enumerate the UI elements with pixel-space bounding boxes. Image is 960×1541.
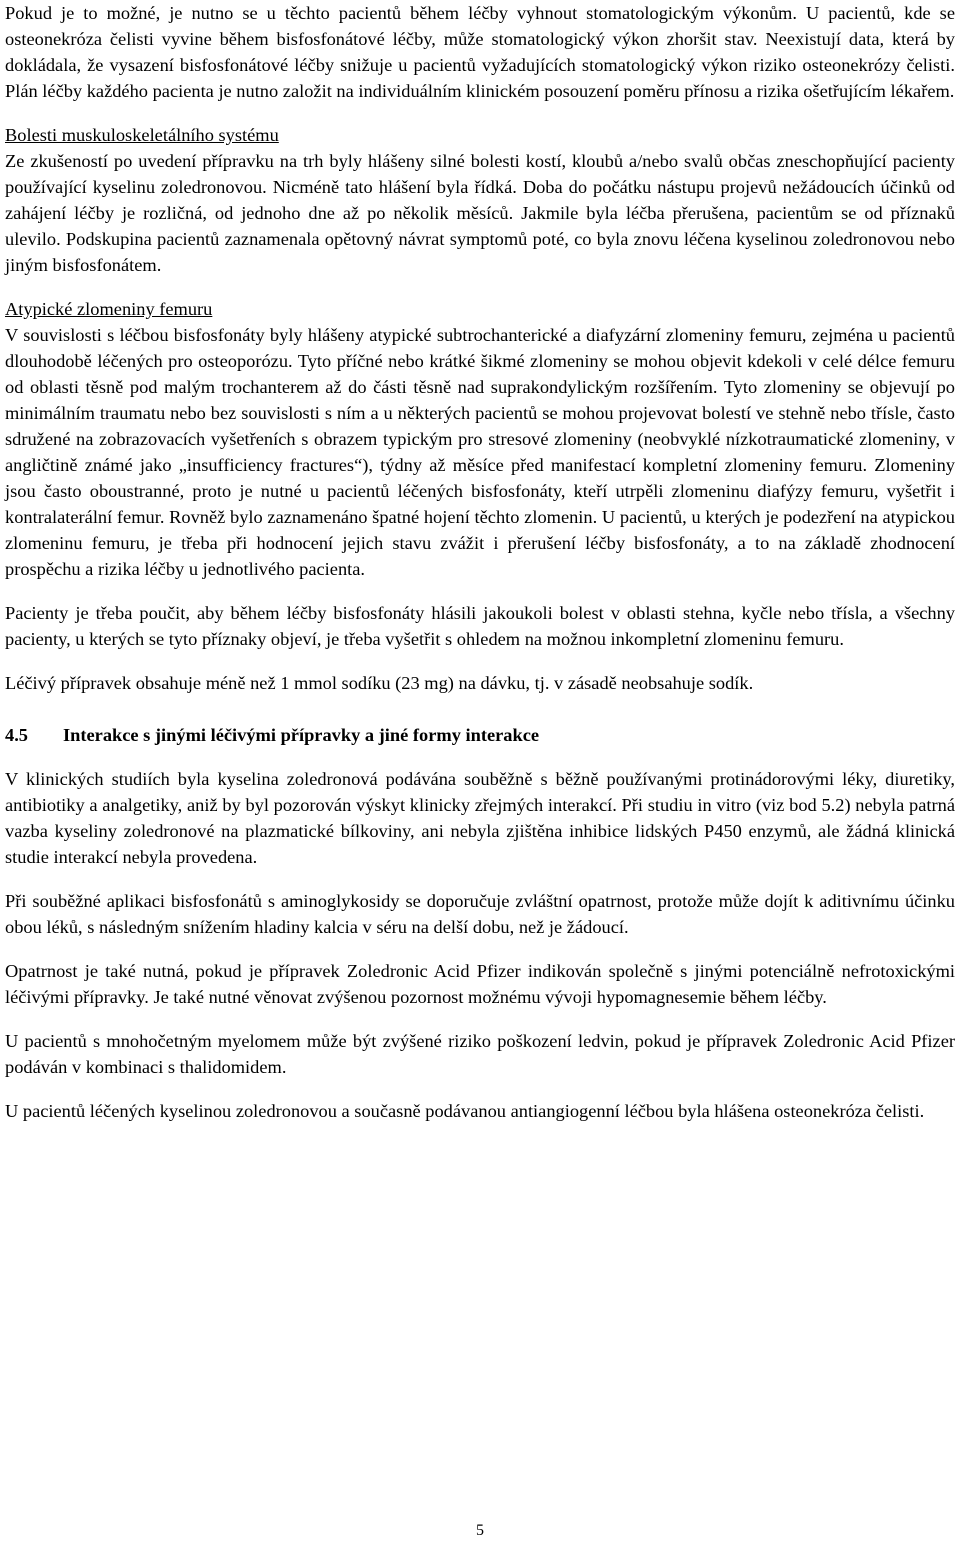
section-title: Interakce s jinými léčivými přípravky a jiné formy interakce	[63, 725, 540, 745]
paragraph-dental-procedures: Pokud je to možné, je nutno se u těchto pacientů během léčby vyhnout stomatologickým výkonům. U pacientů, kde se osteonekróza čelisti vyvine během bisfosfonátové léčby, může stomatologický výkon zhoršit stav. Neexistují data, která by dokládala, že vysazení bisfosfonátové léčby snižuje u pacientů vyžadujících stomatologický výkon riziko osteonekrózy čelisti. Plán léčby každého pacienta je nutno založit na individuálním klinickém posouzení poměru přínosu a rizika ošetřujícím lékařem.	[5, 3, 955, 101]
section-number: 4.5	[5, 725, 28, 745]
paragraph-interactions-nephrotoxic: Opatrnost je také nutná, pokud je přípravek Zoledronic Acid Pfizer indikován společně s jinými potenciálně nefrotoxickými léčivými přípravky. Je také nutné věnovat zvýšenou pozornost možnému vývoji hypomagnesemie během léčby.	[5, 961, 955, 1007]
paragraph-interactions-myeloma: U pacientů s mnohočetným myelomem může být zvýšené riziko poškození ledvin, pokud je přípravek Zoledronic Acid Pfizer podáván v kombinaci s thalidomidem.	[5, 1031, 955, 1077]
section-femur	[5, 296, 955, 582]
page-number: 5	[476, 1522, 484, 1539]
subheading-musculoskeletal: Bolesti muskuloskeletálního systému	[5, 125, 279, 145]
paragraph-interactions-clinical: V klinických studiích byla kyselina zoledronová podávána souběžně s běžně používanými protinádorovými léky, diuretiky, antibiotiky a analgetiky, aniž by byl pozorován výskyt klinicky zřejmých interakcí. Při studiu in vitro (viz bod 5.2) nebyla patrná vazba kyseliny zoledronové na plazmatické bílkoviny, ani nebyla zjištěna inhibice lidských P450 enzymů, ale žádná klinická studie interakcí nebyla provedena.	[5, 769, 955, 867]
paragraph-sodium-note: Léčivý přípravek obsahuje méně než 1 mmol sodíku (23 mg) na dávku, tj. v zásadě neobsahuje sodík.	[5, 673, 754, 693]
section-musculoskeletal	[5, 122, 955, 278]
subheading-femur: Atypické zlomeniny femuru	[5, 299, 213, 319]
section-heading-4-5	[5, 722, 955, 748]
paragraph-musculoskeletal: Ze zkušeností po uvedení přípravku na trh byly hlášeny silné bolesti kostí, kloubů a/nebo svalů občas zneschopňující pacienty používající kyselinu zoledronovou. Nicméně tato hlášení byla řídká. Doba do počátku nástupu projevů nežádoucích účinků od zahájení léčby je rozličná, od jednoho dne až po několik měsíců. Jakmile byla léčba přerušena, pacientům se od příznaků ulevilo. Podskupina pacientů zaznamenala opětovný návrat symptomů poté, co byla znovu léčena kyselinou zoledronovou nebo jiným bisfosfonátem.	[5, 151, 955, 275]
document-page	[5, 0, 955, 1124]
paragraph-femur-advice: Pacienty je třeba poučit, aby během léčby bisfosfonáty hlásili jakoukoli bolest v oblasti stehna, kyčle nebo třísla, a všechny pacienty, u kterých se tyto příznaky objeví, je třeba vyšetřit s ohledem na možnou inkompletní zlomeninu femuru.	[5, 603, 955, 649]
paragraph-femur: V souvislosti s léčbou bisfosfonáty byly hlášeny atypické subtrochanterické a diafyzární zlomeniny femuru, zejména u pacientů dlouhodobě léčených pro osteoporózu. Tyto příčné nebo krátké šikmé zlomeniny se mohou objevit kdekoli v celé délce femuru od oblasti těsně pod malým trochanterem až do části těsně nad suprakondylickým rozšířením. Tyto zlomeniny se objevují po minimálním traumatu nebo bez souvislosti s ním a u některých pacientů se mohou projevovat bolestí ve stehně nebo třísle, často sdružené na zobrazovacích vyšetřeních s obrazem typickým pro stresové zlomeniny (neobvyklé nízkotraumatické zlomeniny, v angličtině známé jako „insufficiency fractures“), týdny až měsíce před manifestací kompletní zlomeniny femuru. Zlomeniny jsou často oboustranné, proto je nutné u pacientů léčených bisfosfonáty, kteří utrpěli zlomeninu diafýzy femuru, vyšetřit i kontralaterální femur. Rovněž bylo zaznamenáno špatné hojení těchto zlomenin. U pacientů, u kterých je podezření na atypickou zlomeninu femuru, je třeba při hodnocení jejich stavu zvážit i přerušení léčby bisfosfonáty, a to na základě zhodnocení prospěchu a rizika léčby u jednotlivého pacienta.	[5, 325, 955, 579]
paragraph-interactions-aminoglycosides: Při souběžné aplikaci bisfosfonátů s aminoglykosidy se doporučuje zvláštní opatrnost, protože může dojít k aditivnímu účinku obou léků, s následným snížením hladiny kalcia v séru na delší dobu, než je žádoucí.	[5, 891, 955, 937]
paragraph-interactions-antiangiogenic: U pacientů léčených kyselinou zoledronovou a současně podávanou antiangiogenní léčbou byla hlášena osteonekróza čelisti.	[5, 1101, 925, 1121]
